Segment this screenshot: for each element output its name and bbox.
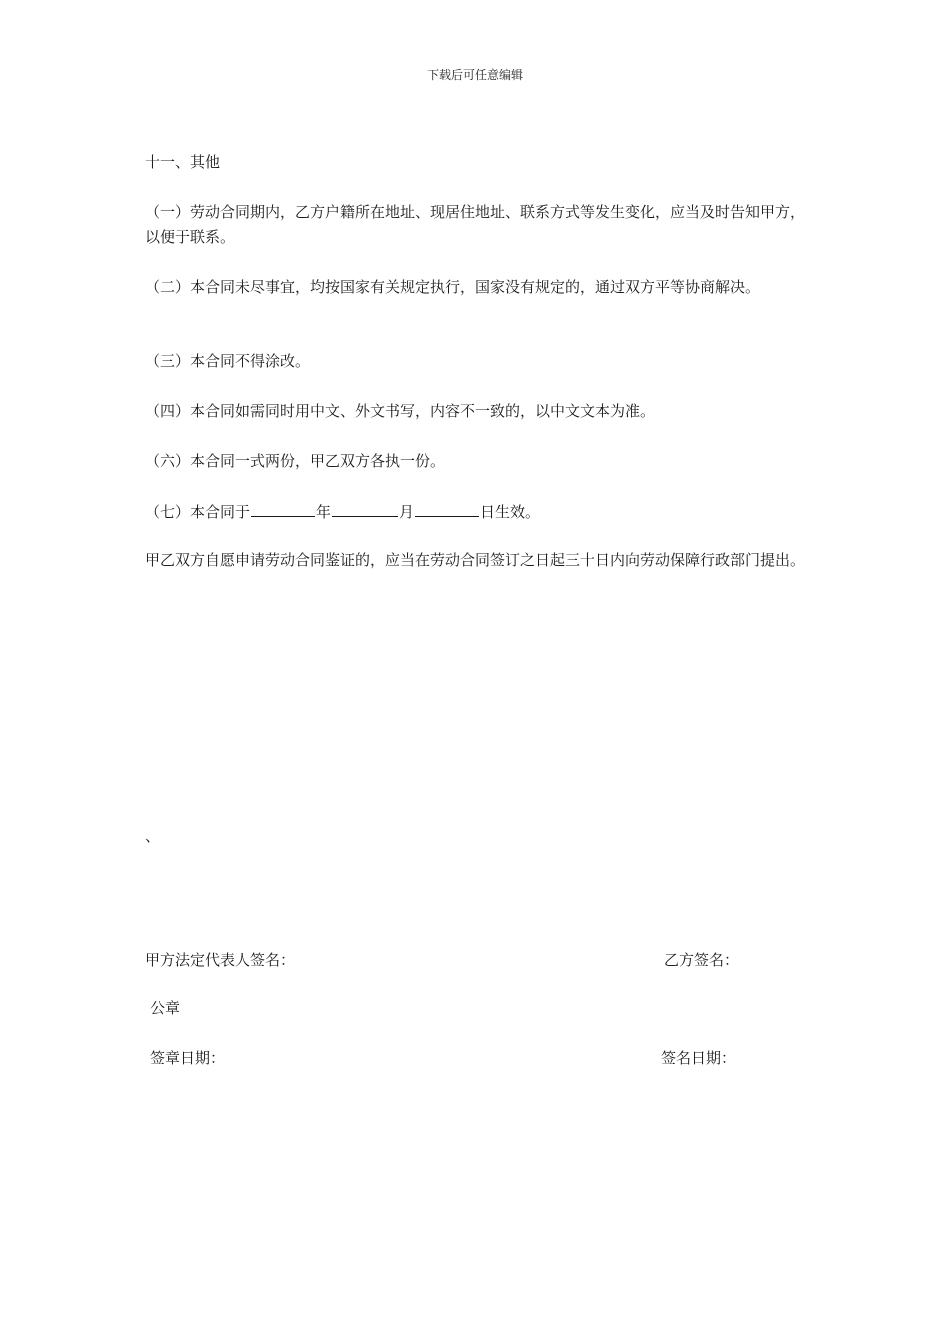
section-title: 十一、其他	[145, 153, 221, 171]
clause-3: （三）本合同不得涂改。	[145, 352, 311, 370]
month-blank	[332, 498, 398, 517]
clause-7-year: 年	[316, 503, 332, 521]
stray-mark: 、	[145, 827, 161, 845]
party-b-signature-label: 乙方签名：	[664, 951, 740, 969]
clause-1: （一）劳动合同期内，乙方户籍所在地址、现居住地址、联系方式等发生变化，应当及时告知甲方，以便于联系。	[145, 203, 806, 246]
sign-date-label: 签名日期：	[661, 1049, 737, 1067]
clause-7	[145, 498, 805, 525]
day-blank	[415, 498, 479, 517]
seal-label: 公章	[150, 999, 181, 1017]
clause-7-month: 月	[399, 503, 415, 521]
clause-4: （四）本合同如需同时用中文、外文书写，内容不一致的，以中文文本为准。	[145, 402, 656, 420]
clause-6: （六）本合同一式两份，甲乙双方各执一份。	[145, 452, 446, 470]
clause-7-suffix: 日生效。	[480, 503, 541, 521]
year-blank	[251, 498, 315, 517]
party-a-signature-label: 甲方法定代表人签名：	[145, 951, 296, 969]
header-note: 下载后可任意编辑	[426, 68, 523, 82]
clause-2: （二）本合同未尽事宜，均按国家有关规定执行，国家没有规定的，通过双方平等协商解决。	[145, 278, 761, 296]
clause-7-prefix: （七）本合同于	[145, 503, 251, 521]
verification-note: 甲乙双方自愿申请劳动合同鉴证的，应当在劳动合同签订之日起三十日内向劳动保障行政部门提出。	[145, 551, 806, 569]
seal-date-label: 签章日期：	[150, 1049, 226, 1067]
